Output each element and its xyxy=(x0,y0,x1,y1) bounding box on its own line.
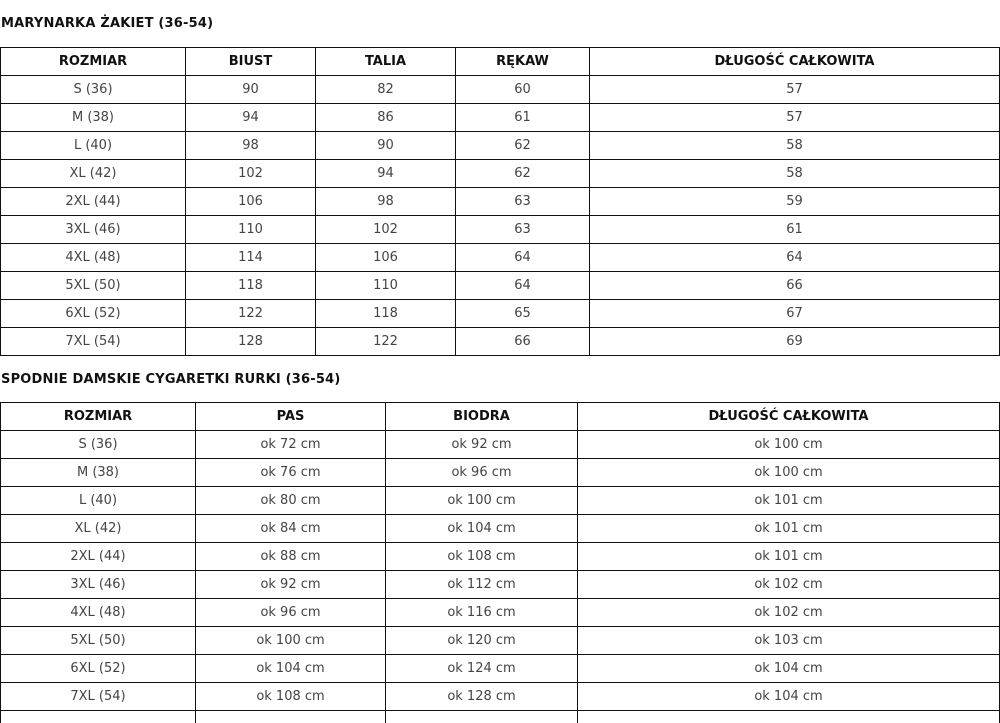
cell-total-length: ok 103 cm xyxy=(578,627,1000,655)
cell-total-length: ok 102 cm xyxy=(578,571,1000,599)
cell-total-length: 58 xyxy=(590,160,1000,188)
column-header-waist: TALIA xyxy=(316,48,456,76)
cell-size: 7XL (54) xyxy=(1,683,196,711)
cell-total-length: 61 xyxy=(590,216,1000,244)
cell-sleeve: 62 xyxy=(456,160,590,188)
cell-size: 7XL (54) xyxy=(1,328,186,356)
cell-size: 4XL (48) xyxy=(1,599,196,627)
cell-waist: 102 xyxy=(316,216,456,244)
column-header-hips: BIODRA xyxy=(386,403,578,431)
table-row xyxy=(1,487,1000,515)
table-row xyxy=(1,188,1000,216)
table-row xyxy=(1,543,1000,571)
cell-waist: 106 xyxy=(316,244,456,272)
cell-waist: 86 xyxy=(316,104,456,132)
cell-waist: ok 100 cm xyxy=(196,627,386,655)
column-header-size: ROZMIAR xyxy=(1,48,186,76)
cell-total-length: 66 xyxy=(590,272,1000,300)
cell-size: 3XL (46) xyxy=(1,571,196,599)
cell-waist: ok 92 cm xyxy=(196,571,386,599)
cell-size: 2XL (44) xyxy=(1,188,186,216)
table-row xyxy=(1,244,1000,272)
cell-empty xyxy=(196,711,386,723)
cell-empty xyxy=(578,711,1000,723)
cell-empty xyxy=(386,711,578,723)
column-header-total-length: DŁUGOŚĆ CAŁKOWITA xyxy=(578,403,1000,431)
cell-total-length: ok 101 cm xyxy=(578,487,1000,515)
cell-total-length: ok 100 cm xyxy=(578,459,1000,487)
cell-size: 2XL (44) xyxy=(1,543,196,571)
cell-total-length: 57 xyxy=(590,104,1000,132)
cell-sleeve: 61 xyxy=(456,104,590,132)
table-row xyxy=(1,132,1000,160)
column-header-sleeve: RĘKAW xyxy=(456,48,590,76)
cell-hips: ok 124 cm xyxy=(386,655,578,683)
cell-size: M (38) xyxy=(1,104,186,132)
cell-size: L (40) xyxy=(1,487,196,515)
cell-waist: ok 96 cm xyxy=(196,599,386,627)
cell-bust: 114 xyxy=(186,244,316,272)
column-header-bust: BIUST xyxy=(186,48,316,76)
cell-hips: ok 116 cm xyxy=(386,599,578,627)
cell-bust: 98 xyxy=(186,132,316,160)
cell-waist: 90 xyxy=(316,132,456,160)
cell-size: 6XL (52) xyxy=(1,655,196,683)
cell-waist: 82 xyxy=(316,76,456,104)
cell-total-length: 69 xyxy=(590,328,1000,356)
cell-sleeve: 63 xyxy=(456,216,590,244)
table-row xyxy=(1,431,1000,459)
table-row xyxy=(1,599,1000,627)
cell-waist: ok 88 cm xyxy=(196,543,386,571)
cell-waist: 94 xyxy=(316,160,456,188)
cell-size: L (40) xyxy=(1,132,186,160)
table-header-row xyxy=(1,48,1000,76)
cell-bust: 128 xyxy=(186,328,316,356)
table-row xyxy=(1,76,1000,104)
cell-sleeve: 60 xyxy=(456,76,590,104)
table-row xyxy=(1,515,1000,543)
cell-size: M (38) xyxy=(1,459,196,487)
cell-size: XL (42) xyxy=(1,160,186,188)
cell-waist: 110 xyxy=(316,272,456,300)
table-row xyxy=(1,627,1000,655)
cell-size: S (36) xyxy=(1,431,196,459)
cell-total-length: ok 100 cm xyxy=(578,431,1000,459)
table-header-row xyxy=(1,403,1000,431)
table-row-partial xyxy=(1,711,1000,723)
cell-total-length: ok 101 cm xyxy=(578,543,1000,571)
cell-sleeve: 65 xyxy=(456,300,590,328)
cell-total-length: ok 101 cm xyxy=(578,515,1000,543)
cell-waist: 118 xyxy=(316,300,456,328)
cell-sleeve: 64 xyxy=(456,244,590,272)
cell-hips: ok 92 cm xyxy=(386,431,578,459)
cell-sleeve: 62 xyxy=(456,132,590,160)
cell-size: 4XL (48) xyxy=(1,244,186,272)
cell-empty xyxy=(1,711,196,723)
cell-hips: ok 108 cm xyxy=(386,543,578,571)
table-row xyxy=(1,459,1000,487)
cell-sleeve: 64 xyxy=(456,272,590,300)
cell-bust: 106 xyxy=(186,188,316,216)
cell-sleeve: 66 xyxy=(456,328,590,356)
cell-hips: ok 120 cm xyxy=(386,627,578,655)
column-header-size: ROZMIAR xyxy=(1,403,196,431)
table-row xyxy=(1,655,1000,683)
cell-hips: ok 112 cm xyxy=(386,571,578,599)
cell-total-length: 57 xyxy=(590,76,1000,104)
cell-waist: ok 80 cm xyxy=(196,487,386,515)
column-header-total-length: DŁUGOŚĆ CAŁKOWITA xyxy=(590,48,1000,76)
cell-size: 5XL (50) xyxy=(1,627,196,655)
cell-bust: 122 xyxy=(186,300,316,328)
blazer-table-body xyxy=(1,76,1000,356)
cell-waist: 122 xyxy=(316,328,456,356)
cell-hips: ok 128 cm xyxy=(386,683,578,711)
cell-bust: 110 xyxy=(186,216,316,244)
cell-size: 6XL (52) xyxy=(1,300,186,328)
cell-size: 3XL (46) xyxy=(1,216,186,244)
column-header-waist: PAS xyxy=(196,403,386,431)
cell-total-length: 59 xyxy=(590,188,1000,216)
table-row xyxy=(1,104,1000,132)
cell-total-length: ok 104 cm xyxy=(578,683,1000,711)
cell-total-length: 58 xyxy=(590,132,1000,160)
table-row xyxy=(1,272,1000,300)
cell-size: XL (42) xyxy=(1,515,196,543)
trousers-size-chart-title: SPODNIE DAMSKIE CYGARETKI RURKI (36-54) xyxy=(1,372,340,387)
cell-total-length: 64 xyxy=(590,244,1000,272)
cell-total-length: ok 102 cm xyxy=(578,599,1000,627)
cell-total-length: 67 xyxy=(590,300,1000,328)
trousers-table-body xyxy=(1,431,1000,723)
cell-waist: 98 xyxy=(316,188,456,216)
table-row xyxy=(1,160,1000,188)
cell-hips: ok 100 cm xyxy=(386,487,578,515)
table-row xyxy=(1,683,1000,711)
cell-bust: 94 xyxy=(186,104,316,132)
cell-waist: ok 84 cm xyxy=(196,515,386,543)
cell-hips: ok 104 cm xyxy=(386,515,578,543)
cell-hips: ok 96 cm xyxy=(386,459,578,487)
cell-size: S (36) xyxy=(1,76,186,104)
cell-total-length: ok 104 cm xyxy=(578,655,1000,683)
table-row xyxy=(1,571,1000,599)
cell-sleeve: 63 xyxy=(456,188,590,216)
cell-size: 5XL (50) xyxy=(1,272,186,300)
cell-bust: 90 xyxy=(186,76,316,104)
cell-waist: ok 72 cm xyxy=(196,431,386,459)
trousers-size-table xyxy=(0,402,1000,723)
blazer-size-chart-title: MARYNARKA ŻAKIET (36-54) xyxy=(1,16,213,31)
cell-waist: ok 104 cm xyxy=(196,655,386,683)
cell-bust: 118 xyxy=(186,272,316,300)
table-row xyxy=(1,300,1000,328)
cell-waist: ok 108 cm xyxy=(196,683,386,711)
table-row xyxy=(1,216,1000,244)
table-row xyxy=(1,328,1000,356)
cell-waist: ok 76 cm xyxy=(196,459,386,487)
cell-bust: 102 xyxy=(186,160,316,188)
blazer-size-table xyxy=(0,47,1000,356)
